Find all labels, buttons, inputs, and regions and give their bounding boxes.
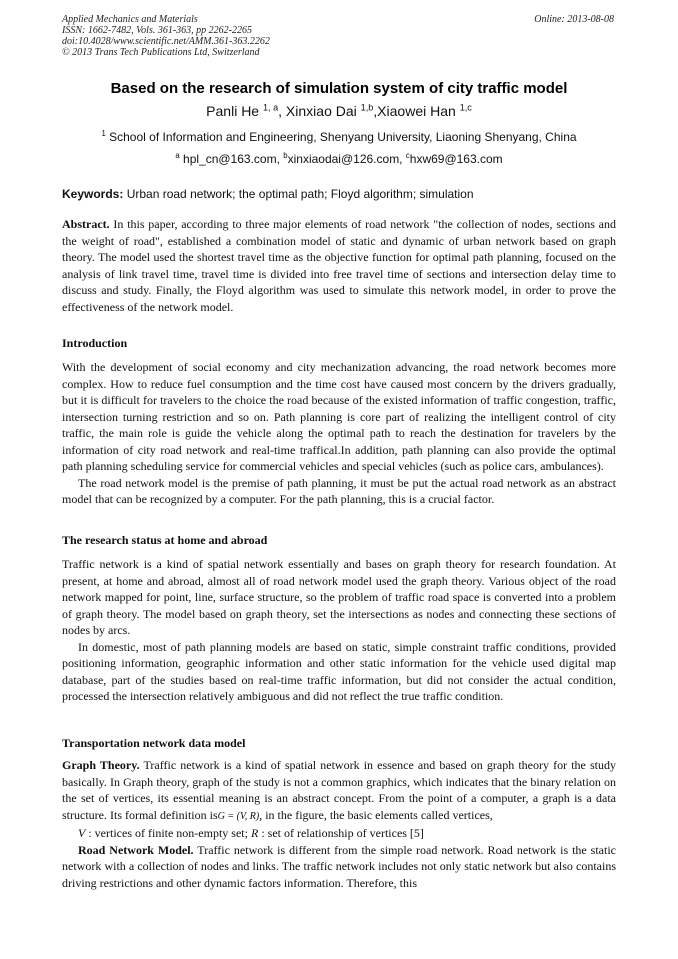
abstract — [62, 216, 616, 315]
email-mark: c — [405, 151, 410, 160]
author-name: Panli He — [206, 103, 260, 119]
copyright-line: © 2013 Trans Tech Publications Ltd, Switzerland — [62, 47, 260, 58]
doi-line: doi:10.4028/www.scientific.net/AMM.361-363.2262 — [62, 36, 270, 47]
author-name: , Xinxiao Dai — [278, 103, 357, 119]
email-address: xinxiaodai@126.com, — [287, 152, 406, 166]
paragraph — [62, 757, 616, 825]
abstract-label: Abstract. — [62, 217, 110, 231]
abstract-text: In this paper, according to three major elements of road network "the collection of nodes, sections and the weight of road", established a combination model of static and dynamic of urban network based on graph theory. The model used the shortest travel time as the objective function for optimal path planning, focused on the analysis of link travel time, travel time is divided into free travel time of sections and intersection delay time to discuss and study. Finally, the Floyd algorithm was used to simulate this network model, in order to prove the effectiveness of the network model. — [62, 217, 616, 314]
affiliation-mark: 1 — [101, 129, 106, 138]
affiliation — [40, 130, 638, 144]
paragraph: With the development of social economy and city mechanization advancing, the road network becomes more complex. How to reduce fuel consumption and the time cost have caused most concern by the drivers gradually, but it is difficult for travelers to the choice the road because of the existed information of traffic congestion, traffic, intersection turning restriction and so on. Path planning is core part of realizing the intelligent control of city traffic, the main role is guide the vehicle along the optimal path to reach the destination for travelers by the information of city road network and real-time traffical.In addition, path planning can also provide the optimal path planning scheduling service for commercial vehicles and special vehicles (such as police cars, ambulances). — [62, 360, 616, 473]
email-address: hpl_cn@163.com, — [183, 152, 284, 166]
journal-header — [62, 14, 614, 58]
section-research-status — [62, 556, 616, 705]
paragraph — [62, 842, 616, 892]
vertex-definition: : vertices of finite non-empty set; — [85, 826, 251, 840]
online-date: Online: 2013-08-08 — [534, 14, 614, 25]
issn-line: ISSN: 1662-7482, Vols. 361-363, pp 2262-2265 — [62, 25, 252, 36]
paragraph: Traffic network is a kind of spatial network essentially and bases on graph theory for research foundation. At present, at home and abroad, almost all of road network model used the graph theory. Various object of the road network mapped for point, line, surface structure, so the problem of traffic road space is converted into a problem of graph theory. The model based on graph theory, set the intersections as nodes and connecting these sections of nodes by arcs. — [62, 557, 616, 637]
paragraph: In domestic, most of path planning models are based on static, simple constraint traffic conditions, provided positioning information, geographic information and other static information for the vehicle used digital map database, part of the studies based on real-time traffic information, but did not consider the actual condition, processed the intersection relatively ambiguous and did not reflect the true traffic condition. — [62, 639, 616, 703]
paragraph: The road network model is the premise of path planning, it must be put the actual road network as an abstract model that can be recognized by a computer. For the path planning, this is a crucial factor. — [62, 475, 616, 506]
author-list — [40, 103, 638, 119]
section-transport-model — [62, 757, 616, 891]
affiliation-text: School of Information and Engineering, Shenyang University, Liaoning Shenyang, China — [109, 130, 577, 144]
paper-title: Based on the research of simulation system of city traffic model — [110, 80, 568, 97]
email-address: hxw69@163.com — [409, 152, 503, 166]
section-heading-research-status: The research status at home and abroad — [62, 533, 268, 547]
graph-theory-label: Graph Theory. — [62, 758, 140, 772]
author-affil-mark: 1,b — [360, 102, 374, 113]
relation-symbol: R — [250, 826, 259, 840]
keywords-text: Urban road network; the optimal path; Floyd algorithm; simulation — [123, 187, 474, 201]
formula: G = (V, R) — [217, 810, 260, 822]
email-mark: a — [175, 151, 180, 160]
graph-theory-text: Traffic network is a kind of spatial network in essence and based on graph theory for the study basically. In Graph theory, graph of the study is not a common graphics, which indicates that the binary relation on the set of vertices, its essential meaning is an abstract concept. From the point of a computer, a graph is a data structure. Its formal definition is — [62, 758, 616, 822]
email-list — [40, 152, 638, 166]
graph-theory-text-2: , in the figure, the basic elements called vertices, — [259, 807, 493, 822]
section-heading-introduction: Introduction — [62, 336, 128, 350]
author-name: ,Xiaowei Han — [373, 103, 456, 119]
author-affil-mark: 1, a — [262, 102, 279, 113]
keywords — [62, 187, 616, 201]
email-mark: b — [283, 151, 288, 160]
section-heading-transport-model: Transportation network data model — [62, 736, 246, 750]
journal-name: Applied Mechanics and Materials — [62, 14, 198, 25]
vertex-symbol: V — [78, 826, 86, 840]
section-introduction — [62, 359, 616, 508]
definition-line — [62, 825, 616, 842]
author-affil-mark: 1,c — [459, 102, 472, 113]
road-network-label: Road Network Model. — [78, 842, 194, 857]
relation-definition: : set of relationship of vertices [5] — [258, 826, 424, 840]
keywords-label: Keywords: — [62, 187, 124, 201]
road-network-text: Traffic network is different from the simple road network. Road network is the static network with a collection of nodes and links. The traffic network includes not only static network but also contains driving restrictions and other dynamic factors information. Therefore, this — [62, 842, 617, 890]
